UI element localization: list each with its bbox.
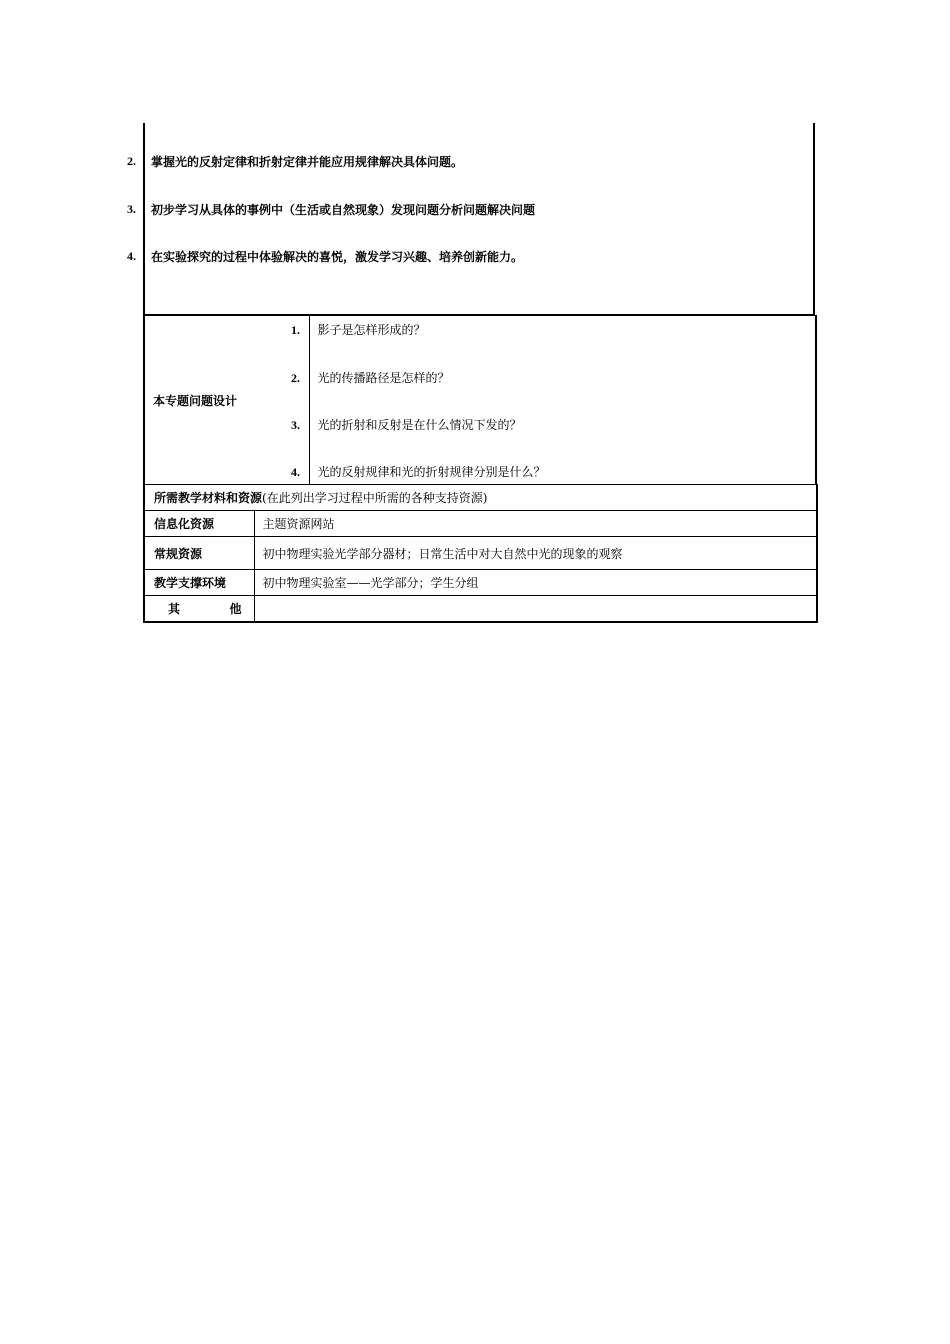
goal-text: 掌握光的反射定律和折射定律并能应用规律解决具体问题。 — [151, 155, 464, 169]
resources-header-note: (在此列出学习过程中所需的各种支持资源) — [262, 491, 488, 505]
goal-number: 3. — [127, 202, 136, 216]
resource-value: 初中物理实验室——光学部分；学生分组 — [254, 570, 817, 596]
resource-value-other — [254, 596, 817, 623]
goal-number: 2. — [127, 154, 136, 168]
other-label-part: 他 — [229, 602, 242, 616]
question-item — [310, 316, 816, 363]
learning-goals-block — [143, 123, 815, 315]
question-list-cell — [309, 316, 816, 485]
question-text: 光的反射规律和光的折射规律分别是什么？ — [317, 465, 546, 479]
question-item — [310, 364, 816, 411]
resource-label: 常规资源 — [144, 537, 254, 570]
question-item — [310, 411, 816, 458]
question-number: 4. — [291, 465, 300, 479]
question-design-table — [143, 315, 817, 485]
goal-number: 4. — [127, 249, 136, 263]
question-text: 光的折射和反射是在什么情况下发的？ — [317, 418, 522, 432]
resources-header — [144, 485, 817, 511]
question-number-cell — [145, 364, 310, 411]
goal-text: 初步学习从具体的事例中（生活或自然现象）发现问题分析问题解决问题 — [151, 203, 536, 217]
question-number: 3. — [291, 418, 300, 432]
question-design-label — [144, 316, 309, 485]
resource-value: 主题资源网站 — [254, 511, 817, 537]
resources-header-title: 所需教学材料和资源 — [154, 491, 263, 505]
resources-table — [143, 484, 818, 623]
question-number: 2. — [291, 371, 300, 385]
question-number: 1. — [291, 323, 300, 337]
other-label-part: 其 — [168, 602, 181, 616]
question-text: 影子是怎样形成的？ — [317, 323, 426, 337]
resource-label: 教学支撑环境 — [144, 570, 254, 596]
goal-text: 在实验探究的过程中体验解决的喜悦，激发学习兴趣、培养创新能力。 — [151, 250, 524, 264]
resource-value: 初中物理实验光学部分器材；日常生活中对大自然中光的现象的观察 — [254, 537, 817, 570]
question-number-cell — [145, 411, 310, 458]
question-number-cell — [145, 316, 310, 363]
resource-label: 信息化资源 — [144, 511, 254, 537]
resource-label-other — [144, 596, 254, 623]
question-design-label-text: 本专题问题设计 — [153, 393, 238, 408]
question-text: 光的传播路径是怎样的？ — [317, 371, 450, 385]
